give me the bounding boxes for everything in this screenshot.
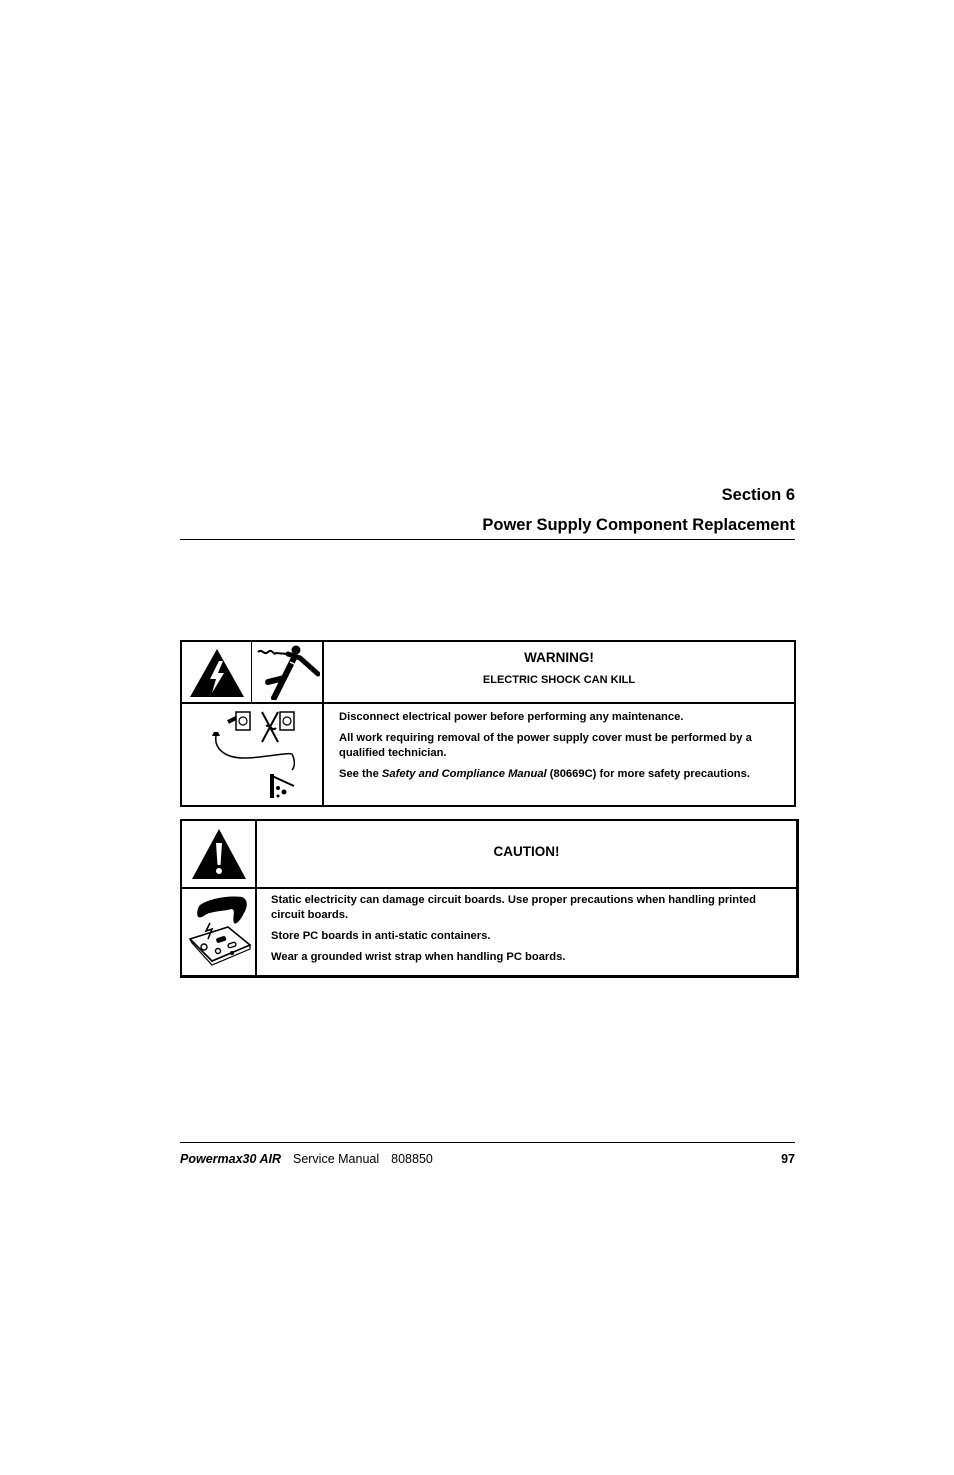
caution-body xyxy=(271,893,776,971)
static-hand-circuit-board-icon xyxy=(188,893,252,973)
section-label: Section 6 xyxy=(721,486,795,504)
warning-title: WARNING! xyxy=(524,650,594,665)
electric-shock-person-icon xyxy=(254,644,320,700)
caution-exclamation-icon xyxy=(190,827,248,881)
caution-paragraph: Store PC boards in anti-static containers. xyxy=(271,930,491,942)
footer-divider xyxy=(180,1142,795,1143)
caution-row-divider xyxy=(182,887,796,889)
warning-paragraph: All work requiring removal of the power supply cover must be performed by a qualified technician. xyxy=(339,732,752,759)
warning-see-manual xyxy=(339,767,784,782)
warning-icon-divider xyxy=(251,642,252,702)
caution-box xyxy=(180,819,799,978)
see-suffix: (80669C) for more safety precautions. xyxy=(546,768,750,780)
page-number: 97 xyxy=(781,1152,795,1166)
manual-title: Safety and Compliance Manual xyxy=(381,768,547,780)
warning-body xyxy=(339,710,784,788)
caution-title: CAUTION! xyxy=(493,844,560,859)
unplug-power-icon xyxy=(204,706,304,802)
high-voltage-icon xyxy=(188,647,246,699)
see-prefix: See the xyxy=(339,768,382,780)
footer-manual: Service Manual xyxy=(292,1152,380,1166)
warning-subtitle: ELECTRIC SHOCK CAN KILL xyxy=(482,674,636,686)
footer-product: Powermax30 AIR xyxy=(180,1152,281,1166)
warning-row-divider xyxy=(182,702,794,704)
caution-paragraph: Wear a grounded wrist strap when handling PC boards. xyxy=(271,951,566,963)
header-divider xyxy=(180,539,795,540)
caution-paragraph: Static electricity can damage circuit boards. Use proper precautions when handling printed circuit boards. xyxy=(271,894,756,921)
warning-paragraph: Disconnect electrical power before performing any maintenance. xyxy=(339,711,684,723)
footer-part-number: 808850 xyxy=(391,1152,433,1166)
section-title: Power Supply Component Replacement xyxy=(482,516,795,534)
warning-box xyxy=(180,640,796,807)
footer xyxy=(180,1152,433,1166)
warning-header xyxy=(324,650,794,686)
